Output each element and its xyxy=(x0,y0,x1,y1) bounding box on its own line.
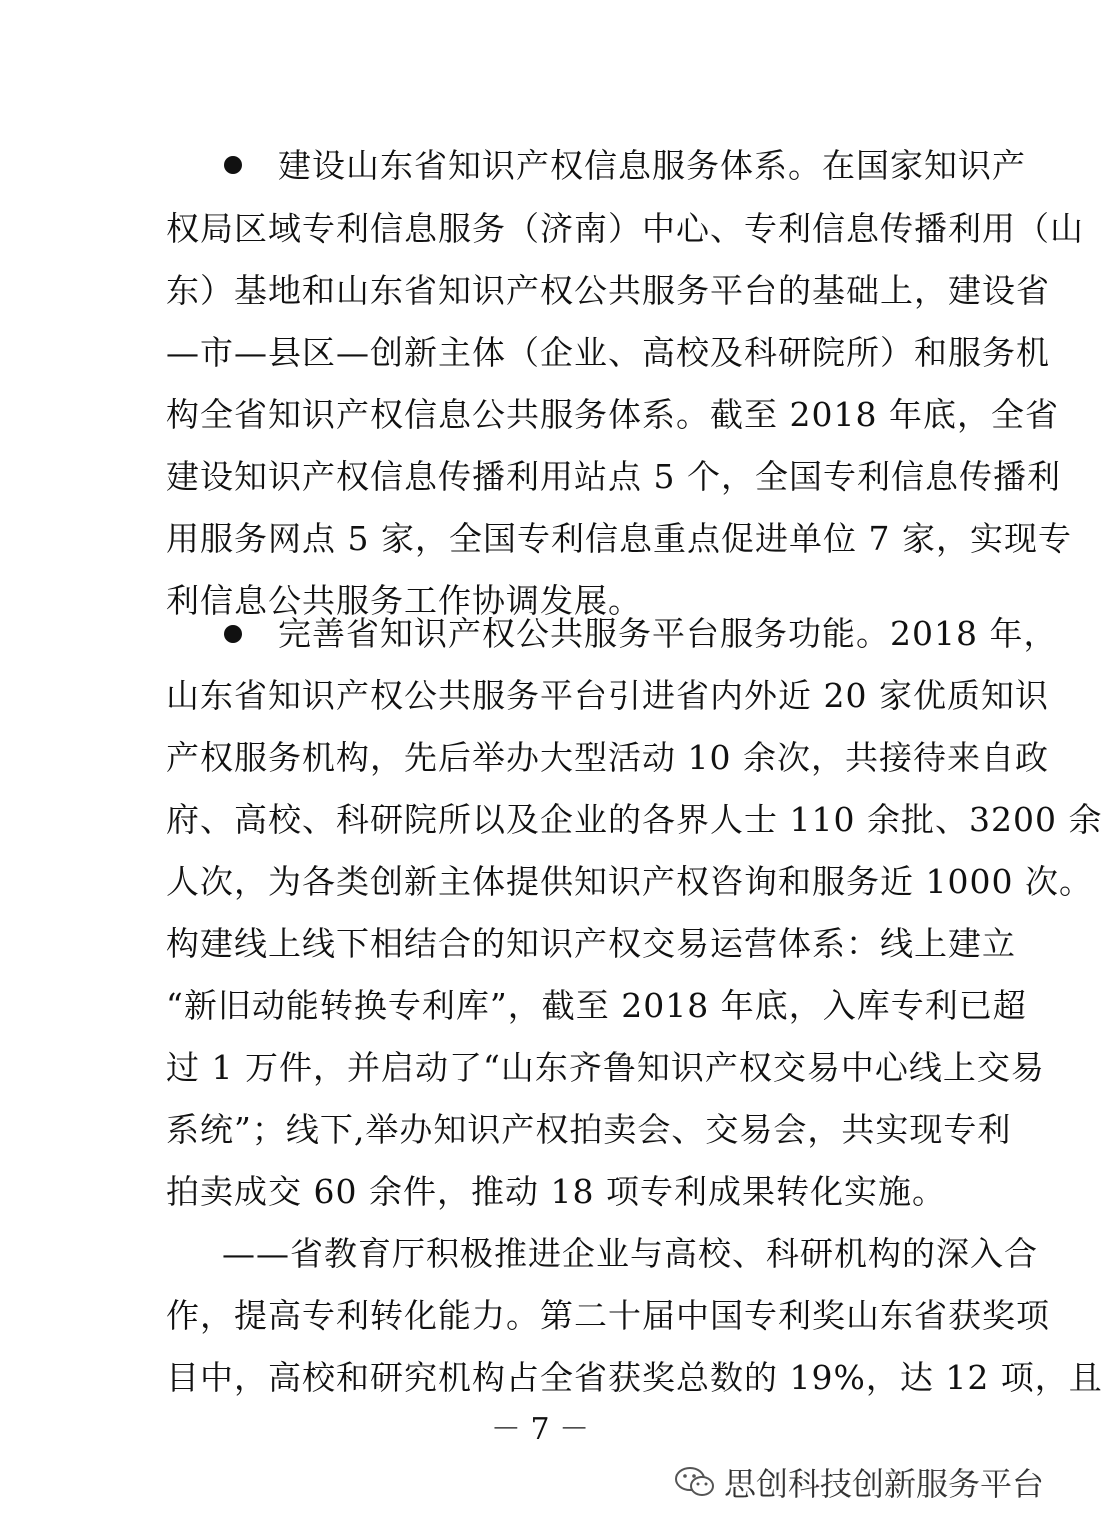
p2-line-10: 拍卖成交 60 余件，推动 18 项专利成果转化实施。 xyxy=(166,1172,946,1211)
p2-line-8: 过 1 万件，并启动了“山东齐鲁知识产权交易中心线上交易 xyxy=(166,1048,1045,1087)
p2-line-3: 产权服务机构，先后举办大型活动 10 余次，共接待来自政 xyxy=(166,738,1049,777)
p2-line-4: 府、高校、科研院所以及企业的各界人士 110 余批、3200 余 xyxy=(166,800,1103,839)
bullet-icon xyxy=(224,156,242,174)
page-number: － 7 － xyxy=(490,1412,590,1447)
p1-line-3: 东）基地和山东省知识产权公共服务平台的基础上，建设省 xyxy=(166,271,1050,310)
p1-line-1: 建设山东省知识产权信息服务体系。在国家知识产 xyxy=(278,146,1026,185)
p1-line-6: 建设知识产权信息传播利用站点 5 个，全国专利信息传播利 xyxy=(166,457,1061,496)
p3-line-2: 作，提高专利转化能力。第二十届中国专利奖山东省获奖项 xyxy=(166,1296,1050,1335)
p1-line-2: 权局区域专利信息服务（济南）中心、专利信息传播利用（山 xyxy=(166,209,1084,248)
p2-line-7: “新旧动能转换专利库”，截至 2018 年底，入库专利已超 xyxy=(166,986,1027,1025)
p1-line-5: 构全省知识产权信息公共服务体系。截至 2018 年底，全省 xyxy=(166,395,1059,434)
watermark-text: 思创科技创新服务平台 xyxy=(723,1465,1044,1503)
p1-line-7: 用服务网点 5 家，全国专利信息重点促进单位 7 家，实现专 xyxy=(166,519,1072,558)
watermark xyxy=(674,1457,1044,1507)
bullet-icon xyxy=(224,625,242,643)
p1-line-8: 利信息公共服务工作协调发展。 xyxy=(166,581,642,620)
p2-line-5: 人次，为各类创新主体提供知识产权咨询和服务近 1000 次。 xyxy=(166,862,1093,901)
p2-line-6: 构建线上线下相结合的知识产权交易运营体系：线上建立 xyxy=(166,924,1016,963)
p2-line-9: 系统”；线下,举办知识产权拍卖会、交易会，共实现专利 xyxy=(166,1110,1012,1149)
wechat-icon xyxy=(674,1465,716,1499)
p2-line-1: 完善省知识产权公共服务平台服务功能。2018 年， xyxy=(278,614,1058,653)
p3-line-1: ——省教育厅积极推进企业与高校、科研机构的深入合 xyxy=(222,1234,1038,1273)
p3-line-3: 目中，高校和研究机构占全省获奖总数的 19%，达 12 项，且 xyxy=(166,1358,1103,1397)
p2-line-2: 山东省知识产权公共服务平台引进省内外近 20 家优质知识 xyxy=(166,676,1049,715)
p1-line-4: —市—县区—创新主体（企业、高校及科研院所）和服务机 xyxy=(166,333,1050,372)
